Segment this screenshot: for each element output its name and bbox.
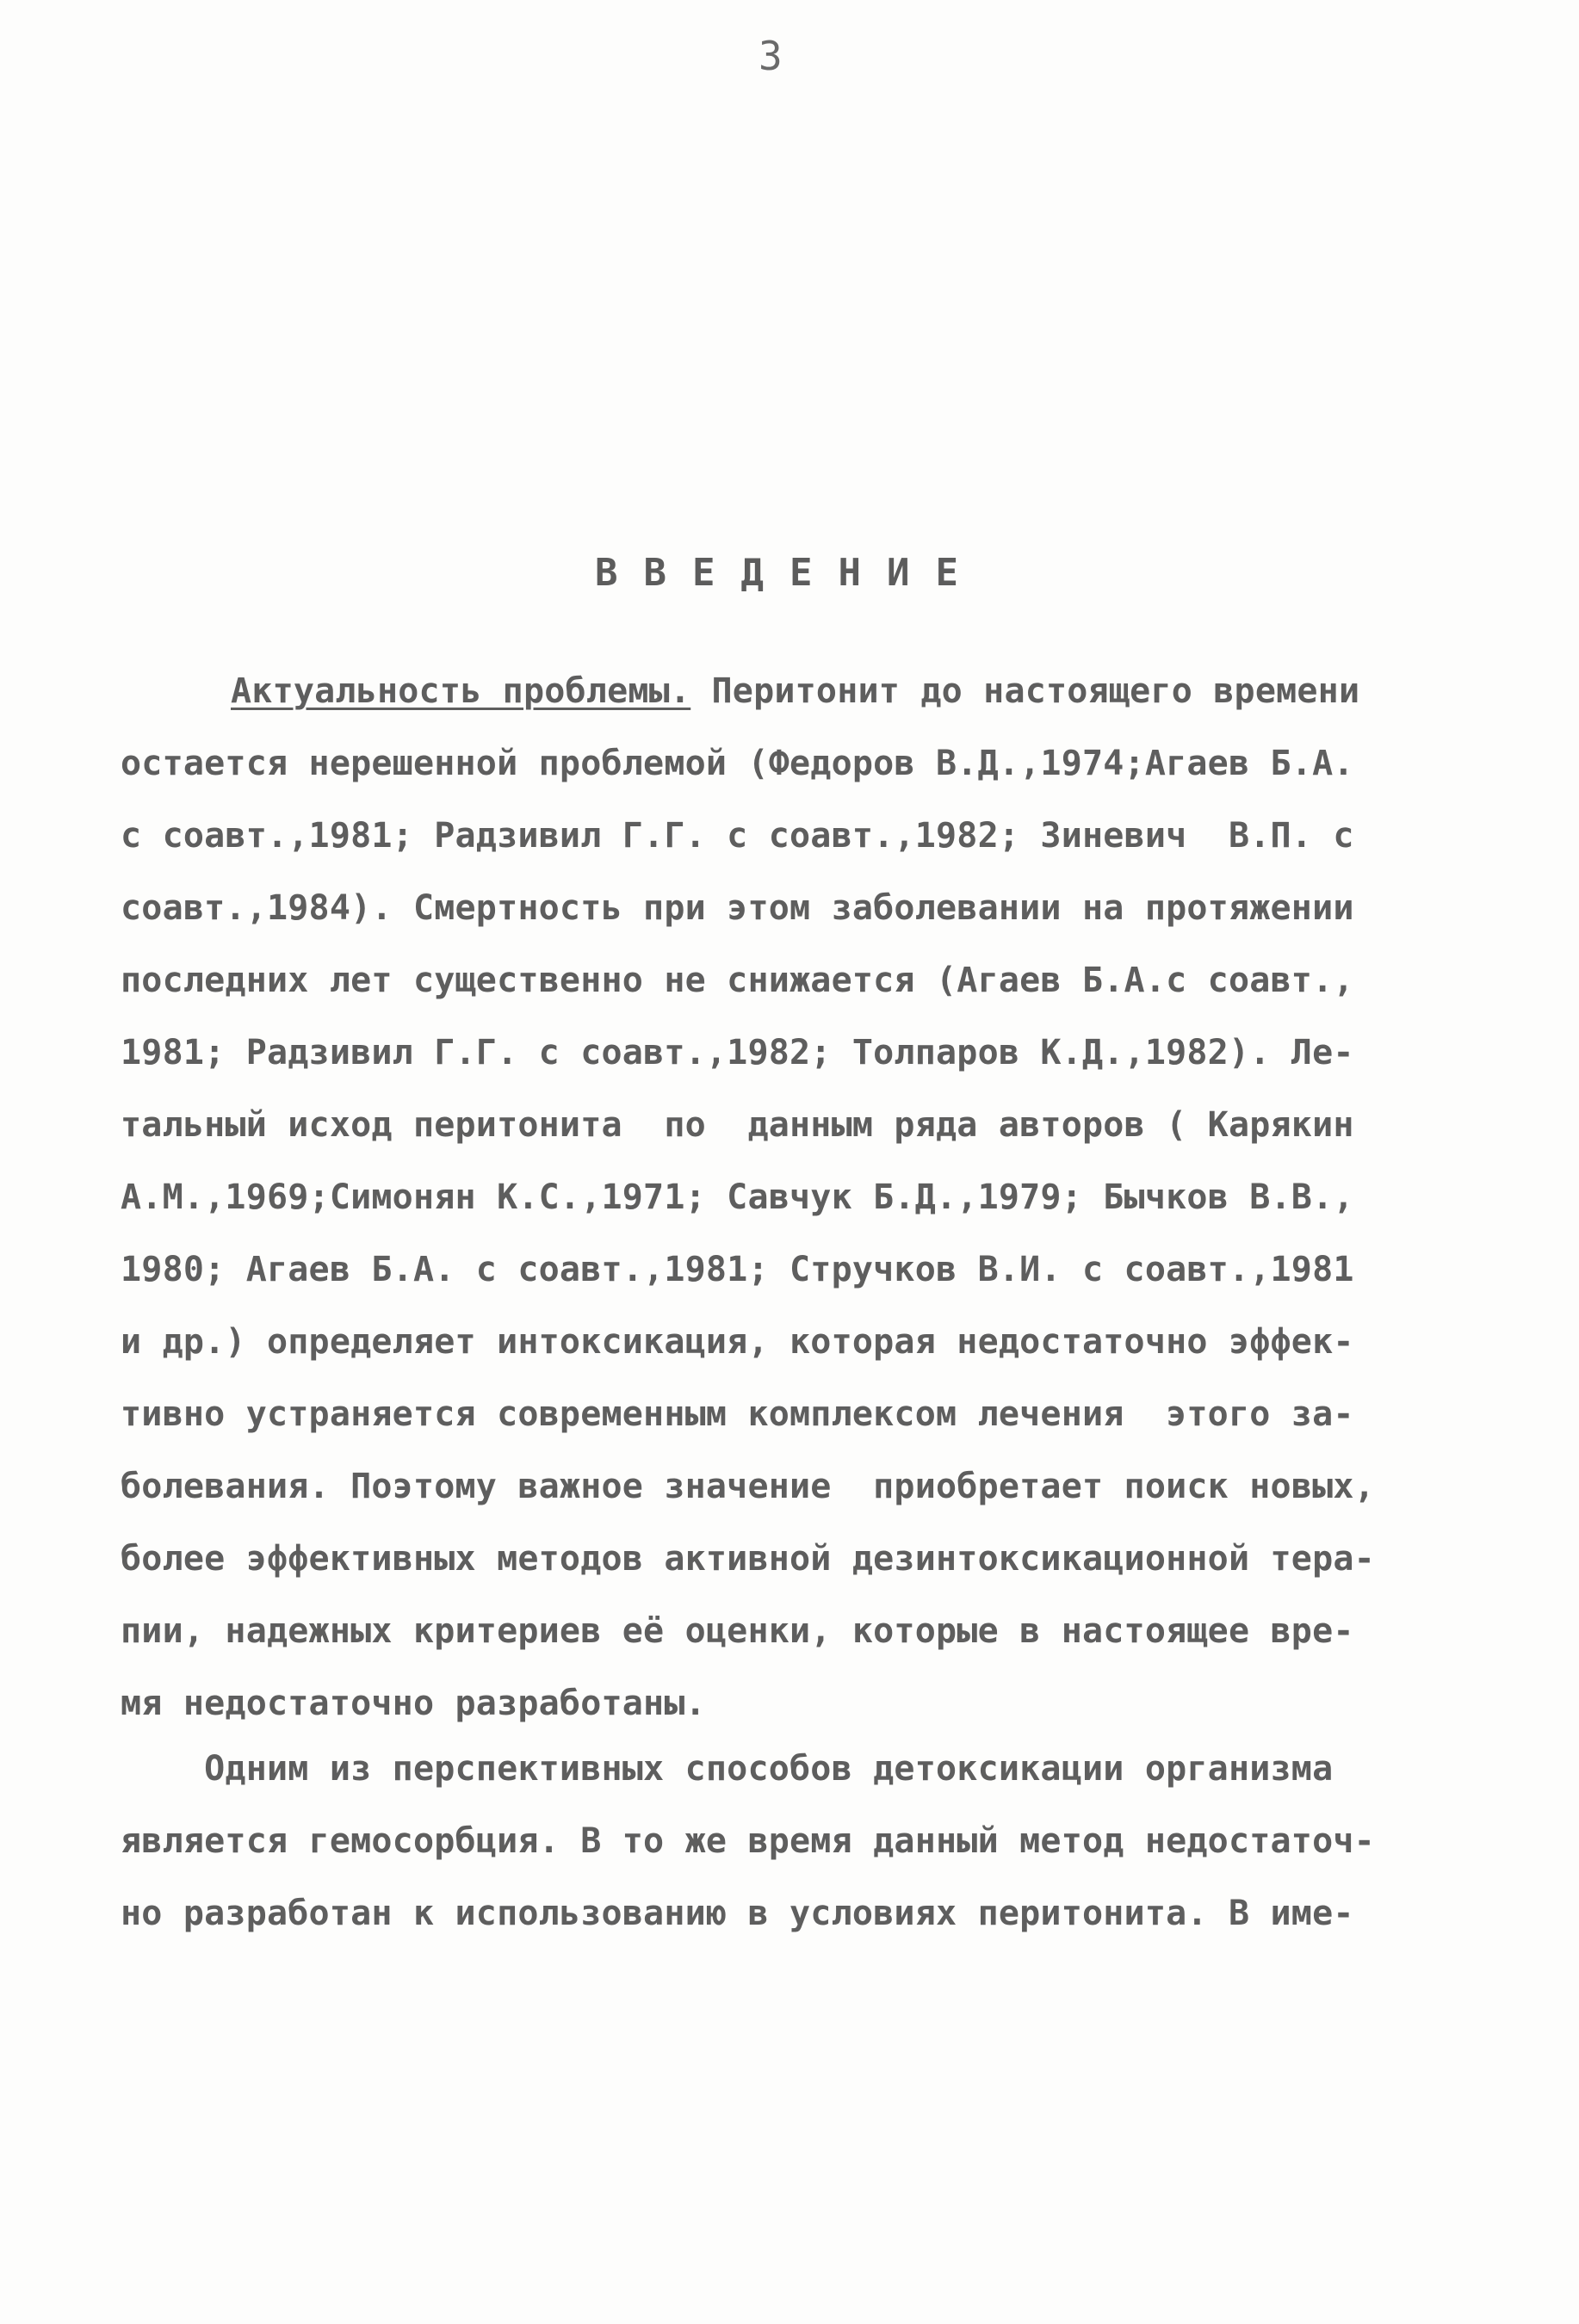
text-line: 1981; Радзивил Г.Г. с соавт.,1982; Толпаров К.Д.,1982). Ле- [121,1033,1354,1072]
text-line: тальный исход перитонита по данным ряда авторов ( Карякин [121,1105,1354,1145]
page-number: 3 [759,33,783,79]
lead-phrase: Актуальность проблемы. [231,671,691,711]
text-line: последних лет существенно не снижается (Агаев Б.А.с соавт., [121,961,1354,1000]
text-line: А.М.,1969;Симонян К.С.,1971; Савчук Б.Д.,1979; Бычков В.В., [121,1177,1354,1217]
text-line: с соавт.,1981; Радзивил Г.Г. с соавт.,1982; Зиневич В.П. с [121,816,1354,856]
text-line: тивно устраняется современным комплексом лечения этого за- [121,1394,1354,1434]
text-line: но разработан к использованию в условиях перитонита. В име- [121,1894,1354,1933]
text-line: пии, надежных критериев её оценки, которые в настоящее вре- [121,1611,1354,1651]
text-line: 1980; Агаев Б.А. с соавт.,1981; Стручков В.И. с соавт.,1981 [121,1250,1354,1289]
section-heading: ВВЕДЕНИЕ [595,551,984,595]
text-line-continuation: Перитонит до настоящего времени [690,671,1360,711]
text-line: соавт.,1984). Смертность при этом заболевании на протяжении [121,888,1354,928]
text-line: более эффективных методов активной дезинтоксикационной тера- [121,1539,1375,1579]
text-line: и др.) определяет интоксикация, которая недостаточно эффек- [121,1322,1354,1362]
text-line: мя недостаточно разработаны. [121,1684,706,1723]
text-line: Одним из перспективных способов детоксикации организма [121,1749,1334,1789]
text-line: болевания. Поэтому важное значение приобретает поиск новых, [121,1467,1375,1506]
text-line: является гемосорбция. В то же время данный метод недостаточ- [121,1821,1375,1861]
text-line: остается нерешенной проблемой (Федоров В.Д.,1974;Агаев Б.А. [121,744,1354,783]
text-line [231,670,1359,713]
